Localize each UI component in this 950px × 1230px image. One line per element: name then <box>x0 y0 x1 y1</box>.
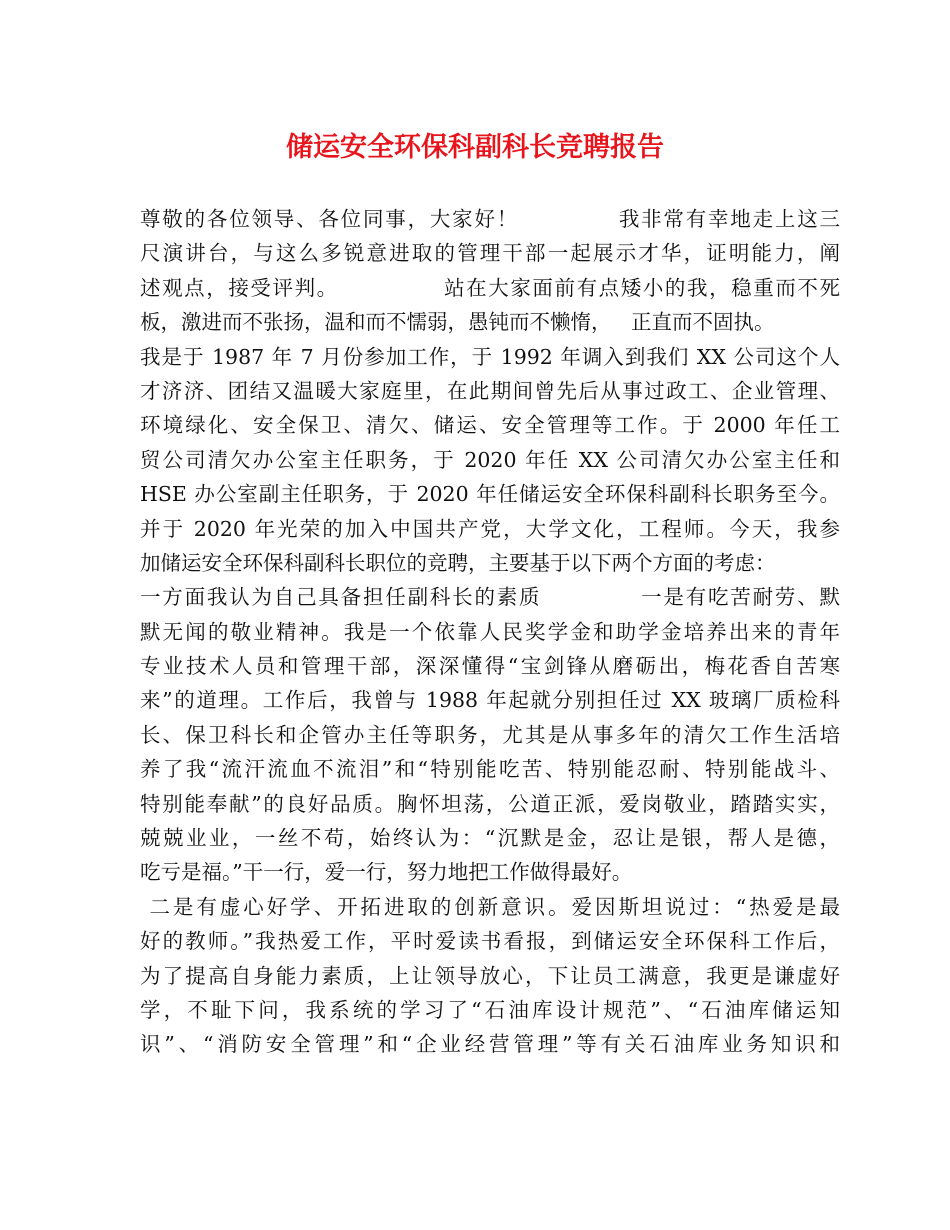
body-line: 贸公司清欠办公室主任职务，于 2020 年任 XX 公司清欠办公室主任和 <box>140 447 840 472</box>
body-line: 述观点，接受评判。 站在大家面前有点矮小的我，稳重而不死 <box>140 275 840 300</box>
body-line: 尺演讲台，与这么多锐意进取的管理干部一起展示才华，证明能力，阐 <box>140 241 840 266</box>
body-line: 专业技术人员和管理干部，深深懂得“宝剑锋从磨砺出，梅花香自苦寒 <box>140 654 840 679</box>
body-line: HSE 办公室副主任职务，于 2020 年任储运安全环保科副科长职务至今。 <box>140 482 840 507</box>
body-line: 板，激进而不张扬，温和而不懦弱，愚钝而不懒惰， 正直而不固执。 <box>140 310 775 335</box>
body-line: 吃亏是福。”干一行，爱一行，努力地把工作做得最好。 <box>140 860 633 885</box>
body-line: 才济济、团结又温暖大家庭里，在此期间曾先后从事过政工、企业管理、 <box>140 378 840 403</box>
body-line: 环境绿化、安全保卫、清欠、储运、安全管理等工作。于 2000 年任工 <box>140 413 840 438</box>
body-line: 好的教师。”我热爱工作，平时爱读书看报，到储运安全环保科工作后， <box>140 929 840 954</box>
body-line: 学，不耻下问，我系统的学习了“石油库设计规范”、“石油库储运知 <box>140 997 840 1022</box>
body-line: 长、保卫科长和企管办主任等职务，尤其是从事多年的清欠工作生活培 <box>140 722 840 747</box>
body-line: 二是有虚心好学、开拓进取的创新意识。爱因斯坦说过：“热爱是最 <box>140 894 840 919</box>
body-line: 来”的道理。工作后，我曾与 1988 年起就分别担任过 XX 玻璃厂质检科 <box>140 688 840 713</box>
body-line: 为了提高自身能力素质，上让领导放心，下让员工满意，我更是谦虚好 <box>140 963 840 988</box>
body-line: 兢兢业业，一丝不苟，始终认为：“沉默是金，忍让是银，帮人是德， <box>140 826 840 851</box>
body-line: 并于 2020 年光荣的加入中国共产党，大学文化，工程师。今天，我参 <box>140 516 840 541</box>
body-line: 特别能奉献”的良好品质。胸怀坦荡，公道正派，爱岗敬业，踏踏实实， <box>140 791 840 816</box>
document-title: 储运安全环保科副科长竞聘报告 <box>286 132 664 163</box>
body-line: 加储运安全环保科副科长职位的竞聘，主要基于以下两个方面的考虑： <box>140 550 776 575</box>
document-body <box>140 202 840 1062</box>
body-line: 识”、“消防安全管理”和“企业经营管理”等有关石油库业务知识和 <box>140 1032 840 1057</box>
body-line: 我是于 1987 年 7 月份参加工作，于 1992 年调入到我们 XX 公司这个人 <box>140 344 840 369</box>
body-line: 养了我“流汗流血不流泪”和“特别能吃苦、特别能忍耐、特别能战斗、 <box>140 757 840 782</box>
body-line: 默无闻的敬业精神。我是一个依靠人民奖学金和助学金培养出来的青年 <box>140 619 840 644</box>
body-line: 一方面我认为自己具备担任副科长的素质 一是有吃苦耐劳、默 <box>140 585 840 610</box>
body-line: 尊敬的各位领导、各位同事，大家好！ 我非常有幸地走上这三 <box>140 207 840 231</box>
